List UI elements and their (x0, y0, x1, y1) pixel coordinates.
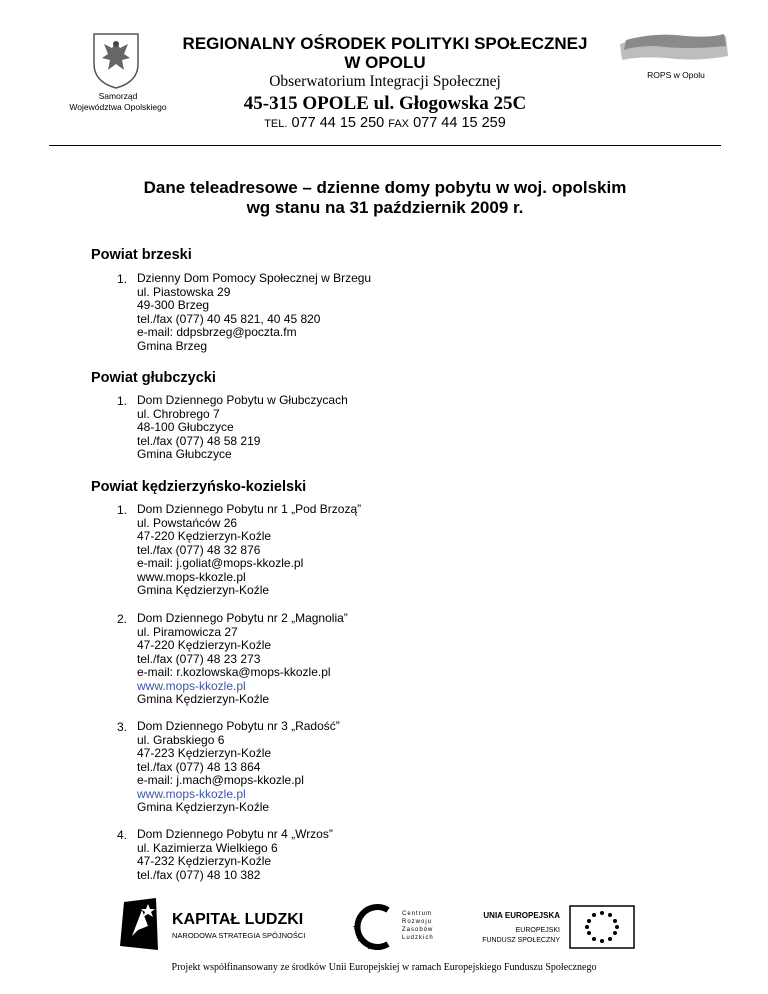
entry-name: Dom Dziennego Pobytu w Głubczycach (137, 393, 348, 407)
entry-gmina: Gmina Kędzierzyn-Koźle (137, 583, 270, 597)
entry-gmina: Gmina Kędzierzyn-Koźle (137, 692, 270, 706)
entry-phone: tel./fax (077) 48 10 382 (137, 867, 261, 882)
crest-caption-line1: Samorząd (98, 91, 138, 101)
footer-note: Projekt współfinansowany ze środków Unii Europejskiej w ramach Europejskiego Funduszu Społecznego (171, 962, 597, 973)
entry-number: 1. (117, 394, 128, 408)
entry-gmina: Gmina Brzeg (137, 338, 208, 353)
entry-email: e-mail: ddpsbrzeg@poczta.fm (137, 325, 297, 339)
tel-label: TEL. (264, 118, 288, 130)
institution-title-line1: REGIONALNY OŚRODEK POLITYKI SPOŁECZNEJ (182, 34, 588, 53)
entry-phone: tel./fax (077) 48 58 219 (137, 433, 261, 448)
ue-line3: FUNDUSZ SPOŁECZNY (482, 937, 560, 944)
eagle-crest-icon (88, 30, 144, 90)
ue-line1: UNIA EUROPEJSKA (483, 911, 560, 920)
section-heading-glubczycki: Powiat głubczycki (91, 370, 216, 386)
crzl-text: Centrum Rozwoju Zasobów Ludzkich (402, 911, 434, 941)
entry-postcode: 47-223 Kędzierzyn-Koźle (137, 746, 272, 760)
section-heading-brzeski: Powiat brzeski (91, 247, 192, 263)
entry-postcode: 47-220 Kędzierzyn-Koźle (137, 529, 272, 543)
entry-website: www.mops-kkozle.pl (137, 569, 246, 584)
kapital-ludzki-logo (118, 896, 308, 954)
entry-ddp-3 (137, 720, 340, 815)
entry-name: Dom Dziennego Pobytu nr 3 „Radość” (137, 719, 340, 733)
entry-number: 4. (117, 828, 128, 842)
crzl-logo (350, 902, 460, 952)
entry-name: Dom Dziennego Pobytu nr 4 „Wrzos” (137, 827, 333, 841)
entry-street: ul. Kazimierza Wielkiego 6 (137, 840, 278, 855)
document-title-line1: Dane teleadresowe – dzienne domy pobytu w woj. opolskim (143, 178, 627, 197)
entry-website-link[interactable]: www.mops-kkozle.pl (137, 678, 246, 693)
entry-postcode: 47-220 Kędzierzyn-Koźle (137, 638, 272, 652)
entry-street: ul. Powstańców 26 (137, 515, 238, 530)
fax-label: FAX (388, 118, 410, 130)
entry-street: ul. Chrobrego 7 (137, 406, 220, 421)
ue-line2: EUROPEJSKI (515, 927, 560, 934)
entry-number: 3. (117, 720, 128, 734)
kl-subtitle: NARODOWA STRATEGIA SPÓJNOŚCI (172, 931, 306, 940)
institution-contact (150, 115, 620, 131)
entry-gmina: Gmina Głubczyce (137, 447, 232, 461)
entry-postcode: 48-100 Głubczyce (137, 420, 234, 434)
entry-website-link[interactable]: www.mops-kkozle.pl (137, 786, 246, 801)
entry-street: ul. Piramowicza 27 (137, 624, 238, 639)
entry-phone: tel./fax (077) 48 32 876 (137, 542, 261, 557)
entry-name: Dom Dziennego Pobytu nr 2 „Magnolia” (137, 611, 348, 625)
institution-subtitle: Obserwatorium Integracji Społecznej (269, 73, 501, 90)
entry-email: e-mail: j.goliat@mops-kkozle.pl (137, 556, 304, 570)
entry-number: 1. (117, 503, 128, 517)
document-title (80, 178, 690, 218)
crest-caption-line2: Województwa Opolskiego (69, 102, 167, 112)
section-heading-kedzierzynsko-kozielski: Powiat kędzierzyńsko-kozielski (91, 479, 307, 495)
fax-number: 077 44 15 259 (413, 115, 506, 131)
entry-street: ul. Grabskiego 6 (137, 732, 225, 747)
header-divider (49, 145, 721, 146)
rops-logo-icon (616, 30, 730, 70)
kl-title: KAPITAŁ LUDZKI (172, 911, 304, 928)
tel-number: 077 44 15 250 (291, 115, 385, 131)
institution-address: 45-315 OPOLE ul. Głogowska 25C (243, 93, 527, 114)
entry-ddp-4 (137, 828, 333, 882)
entry-phone: tel./fax (077) 48 13 864 (137, 759, 261, 774)
entry-email: e-mail: j.mach@mops-kkozle.pl (137, 773, 304, 787)
entry-postcode: 49-300 Brzeg (137, 298, 210, 312)
entry-email: e-mail: r.kozlowska@mops-kkozle.pl (137, 665, 331, 679)
entry-gmina: Gmina Kędzierzyn-Koźle (137, 800, 270, 814)
institution-title (150, 34, 620, 72)
institution-title-line2: W OPOLU (344, 53, 426, 72)
entry-name: Dom Dziennego Pobytu nr 1 „Pod Brzozą” (137, 502, 362, 516)
entry-number: 2. (117, 612, 128, 626)
entry-street: ul. Piastowska 29 (137, 284, 231, 299)
eu-efs-logo (470, 900, 640, 954)
rops-caption: ROPS w Opolu (647, 70, 705, 80)
entry-glubczyce-ddp (137, 394, 348, 462)
entry-brzeg-ddps (137, 272, 371, 353)
entry-phone: tel./fax (077) 48 23 273 (137, 651, 261, 666)
entry-ddp-2 (137, 612, 348, 707)
entry-ddp-1 (137, 503, 361, 598)
document-title-line2: wg stanu na 31 październik 2009 r. (246, 198, 524, 217)
entry-postcode: 47-232 Kędzierzyn-Koźle (137, 854, 272, 868)
entry-name: Dzienny Dom Pomocy Społecznej w Brzegu (137, 271, 372, 285)
entry-phone: tel./fax (077) 40 45 821, 40 45 820 (137, 311, 321, 326)
entry-number: 1. (117, 272, 128, 286)
